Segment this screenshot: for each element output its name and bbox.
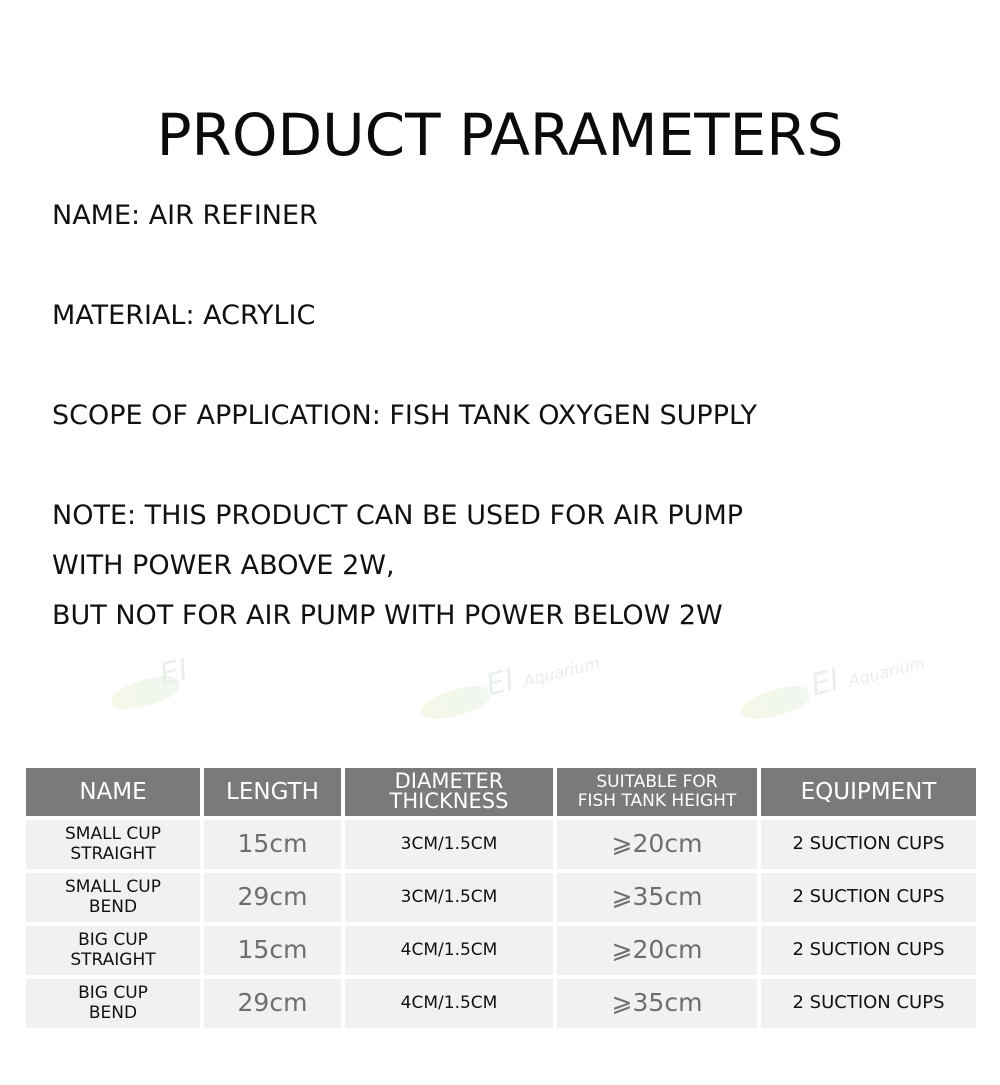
header-suitable-line-1: SUITABLE FOR: [596, 772, 718, 793]
cell-height: ⩾20cm: [557, 926, 757, 975]
spec-name: NAME: AIR REFINER: [52, 200, 318, 231]
table-row: [26, 926, 976, 975]
watermark-logo-icon: [738, 680, 813, 726]
watermark-logo-icon: [418, 680, 493, 726]
cell-diameter: 4CM/1.5CM: [345, 926, 553, 975]
cell-height: ⩾35cm: [557, 873, 757, 922]
cell-name-line-2: BEND: [88, 1002, 138, 1023]
cell-name: [26, 873, 200, 922]
cell-length: 29cm: [204, 979, 341, 1028]
header-name: NAME: [26, 768, 200, 816]
table-row: [26, 820, 976, 869]
spec-material: MATERIAL: ACRYLIC: [52, 300, 316, 331]
watermark-text: EI Aquarium: [482, 653, 602, 704]
table-row: [26, 979, 976, 1028]
header-equipment: EQUIPMENT: [761, 768, 976, 816]
spec-note-line-3: BUT NOT FOR AIR PUMP WITH POWER BELOW 2W: [52, 600, 723, 631]
spec-note-line-2: WITH POWER ABOVE 2W,: [52, 550, 395, 581]
header-suitable-height: [557, 768, 757, 816]
cell-equipment: 2 SUCTION CUPS: [761, 820, 976, 869]
cell-name-line-1: SMALL CUP: [65, 876, 161, 897]
watermark-text: EI: [156, 652, 192, 693]
cell-equipment: 2 SUCTION CUPS: [761, 926, 976, 975]
cell-length: 29cm: [204, 873, 341, 922]
cell-name-line-2: STRAIGHT: [70, 843, 156, 864]
page-title: PRODUCT PARAMETERS: [156, 100, 844, 169]
spec-note-line-1: NOTE: THIS PRODUCT CAN BE USED FOR AIR PUMP: [52, 500, 744, 531]
table-header-row: [26, 768, 976, 816]
table-row: [26, 873, 976, 922]
cell-name-line-1: BIG CUP: [78, 982, 148, 1003]
cell-length: 15cm: [204, 820, 341, 869]
cell-height: ⩾20cm: [557, 820, 757, 869]
cell-name-line-2: STRAIGHT: [70, 949, 156, 970]
cell-name: [26, 820, 200, 869]
header-diameter: [345, 768, 553, 816]
cell-length: 15cm: [204, 926, 341, 975]
cell-name-line-2: BEND: [88, 896, 138, 917]
header-length: LENGTH: [204, 768, 341, 816]
cell-name: [26, 926, 200, 975]
parameters-table: [22, 764, 980, 1032]
cell-equipment: 2 SUCTION CUPS: [761, 873, 976, 922]
cell-height: ⩾35cm: [557, 979, 757, 1028]
cell-name-line-1: BIG CUP: [78, 929, 148, 950]
cell-diameter: 3CM/1.5CM: [345, 873, 553, 922]
cell-equipment: 2 SUCTION CUPS: [761, 979, 976, 1028]
cell-diameter: 3CM/1.5CM: [345, 820, 553, 869]
header-diameter-line-2: THICKNESS: [389, 789, 509, 813]
cell-name-line-1: SMALL CUP: [65, 823, 161, 844]
cell-name: [26, 979, 200, 1028]
header-diameter-line-1: DIAMETER: [394, 769, 504, 794]
spec-scope: SCOPE OF APPLICATION: FISH TANK OXYGEN SUPPLY: [52, 400, 757, 431]
cell-diameter: 4CM/1.5CM: [345, 979, 553, 1028]
watermark-text: EI Aquarium: [807, 653, 927, 704]
header-suitable-line-2: FISH TANK HEIGHT: [577, 791, 737, 811]
